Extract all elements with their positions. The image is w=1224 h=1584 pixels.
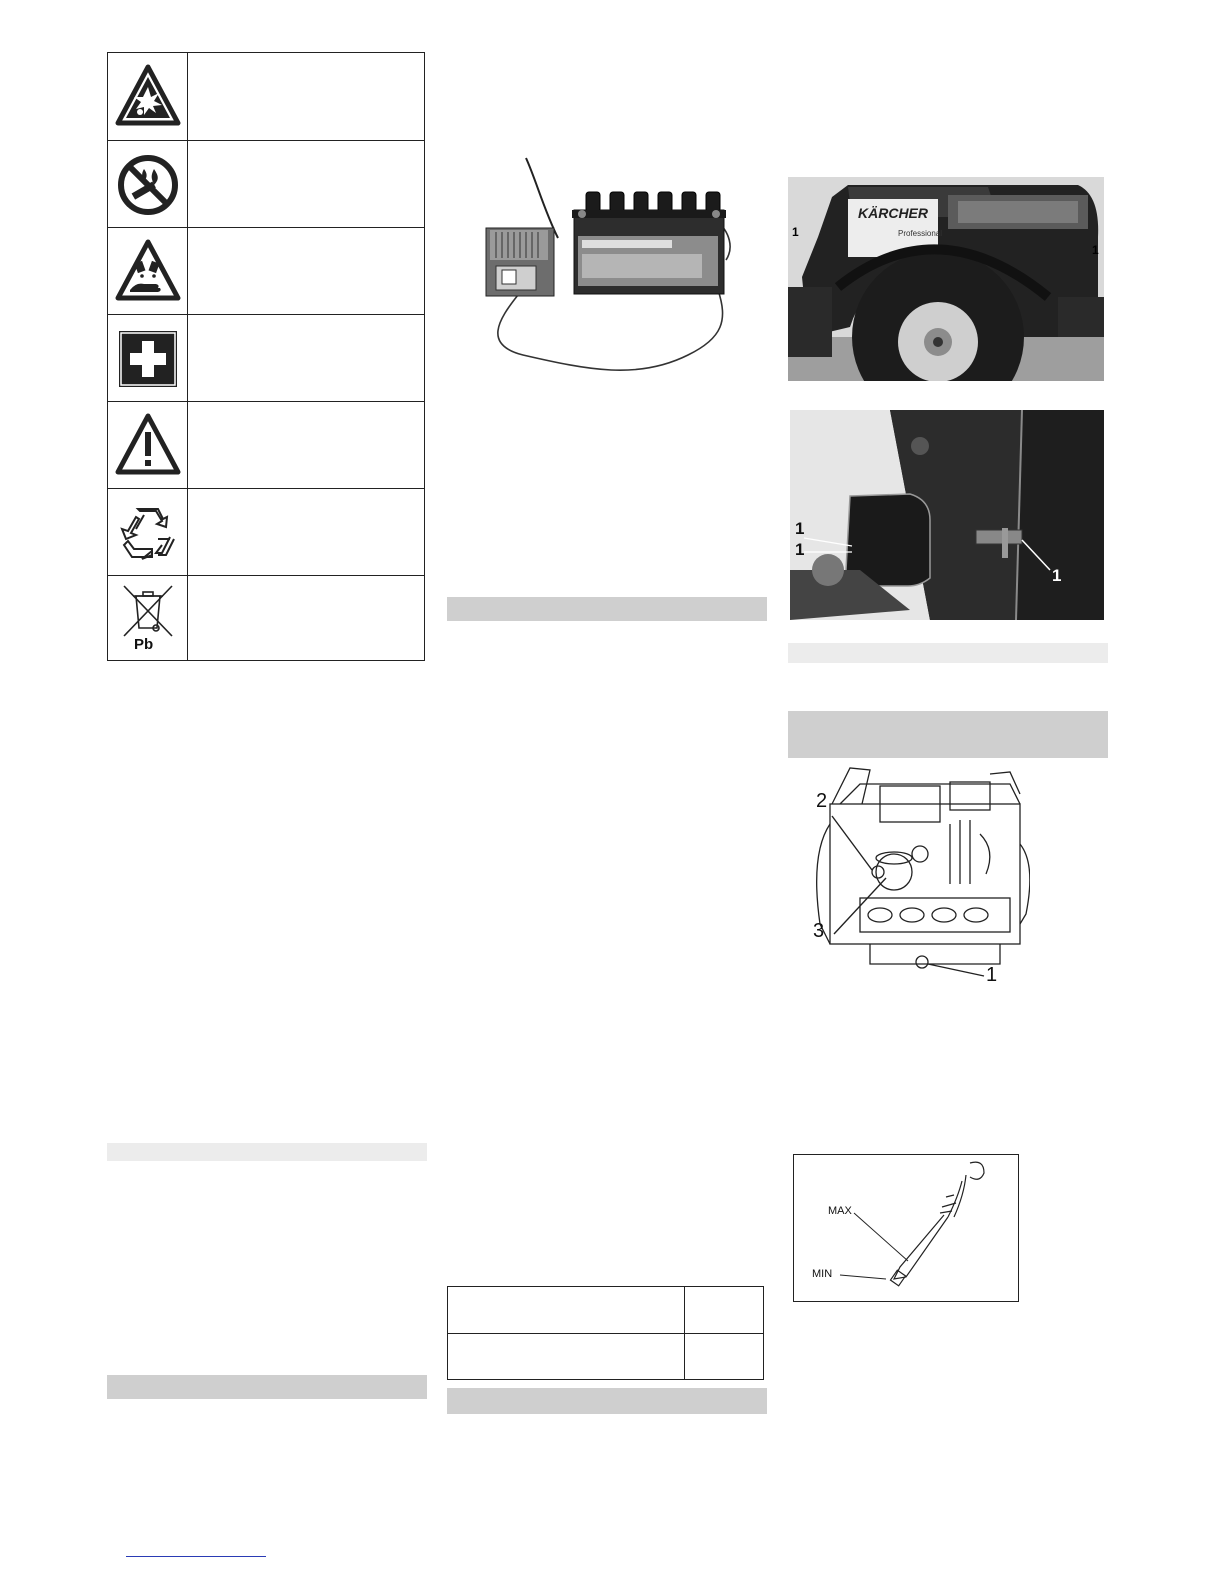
callout-1: 1 — [986, 964, 998, 986]
model-badge: Professional — [898, 229, 943, 238]
callout-2: 2 — [816, 790, 828, 812]
callout-1: 1 — [792, 225, 799, 239]
battery-lead-label: Pb — [134, 636, 154, 653]
symbol-row-corrosive — [108, 227, 424, 314]
symbol-row-warning — [108, 401, 424, 488]
symbol-description — [188, 402, 424, 488]
first-aid-icon — [114, 325, 182, 391]
explosion-warning-icon — [114, 63, 182, 129]
hood-hinge-photo — [790, 410, 1104, 620]
footer-link[interactable] — [126, 1556, 266, 1557]
callout-1: 1 — [1052, 566, 1062, 585]
symbol-row-first-aid — [108, 314, 424, 401]
symbol-row-recycling — [108, 488, 424, 575]
symbol-cell — [108, 228, 188, 314]
symbol-description — [188, 489, 424, 575]
dipstick-figure — [793, 1154, 1019, 1302]
symbol-row-explosion — [108, 53, 424, 140]
symbol-cell — [108, 315, 188, 401]
section-heading-bar — [788, 643, 1108, 663]
min-mark-label: MIN — [812, 1268, 833, 1280]
general-warning-icon — [114, 412, 182, 478]
callout-1: 1 — [795, 519, 805, 538]
section-heading-bar — [788, 711, 1108, 758]
section-heading-bar — [107, 1375, 427, 1399]
recycling-icon — [114, 499, 182, 565]
section-heading-bar — [447, 1388, 767, 1414]
symbol-cell — [108, 141, 188, 227]
table-row-divider — [448, 1333, 763, 1334]
corrosive-warning-icon — [114, 238, 182, 304]
symbol-cell — [108, 402, 188, 488]
symbol-description — [188, 53, 424, 140]
callout-3: 3 — [813, 920, 825, 942]
safety-symbol-table — [107, 52, 425, 661]
symbol-description — [188, 228, 424, 314]
symbol-description — [188, 315, 424, 401]
symbol-row-no-flame — [108, 140, 424, 227]
symbol-cell — [108, 489, 188, 575]
table-column-divider — [684, 1287, 685, 1379]
callout-1: 1 — [1092, 243, 1099, 257]
symbol-description — [188, 576, 424, 660]
engine-drawing — [800, 764, 1030, 990]
callout-1: 1 — [795, 540, 805, 559]
vehicle-side-photo — [788, 177, 1104, 381]
symbol-row-battery-disposal — [108, 575, 424, 660]
battery-charger-figure — [478, 150, 746, 382]
brand-logo: KÄRCHER — [858, 205, 928, 221]
section-heading-bar — [107, 1143, 427, 1161]
no-smoking-no-open-flame-icon — [114, 151, 182, 217]
section-heading-bar — [447, 597, 767, 621]
symbol-cell — [108, 53, 188, 140]
specification-table — [447, 1286, 764, 1380]
max-mark-label: MAX — [828, 1205, 852, 1217]
symbol-description — [188, 141, 424, 227]
symbol-cell — [108, 576, 188, 660]
